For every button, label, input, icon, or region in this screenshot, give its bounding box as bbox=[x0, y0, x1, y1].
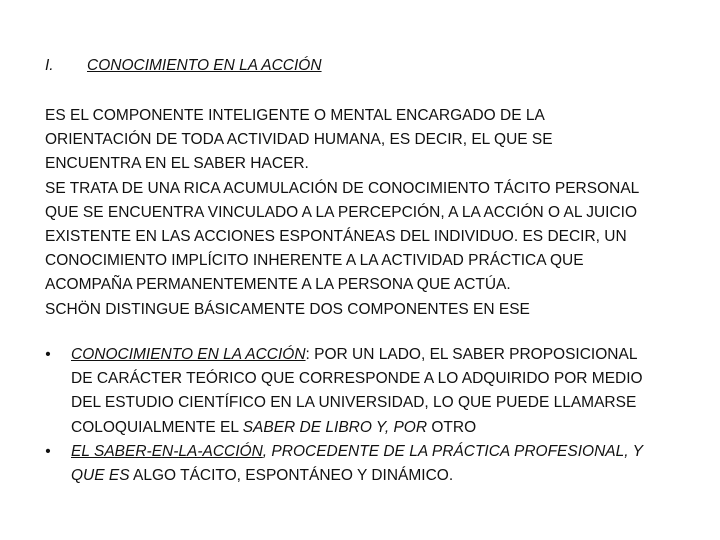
paragraph-line: SCHÖN DISTINGUE BÁSICAMENTE DOS COMPONENTES EN ESE bbox=[45, 300, 530, 318]
bullet-list bbox=[40, 343, 700, 488]
paragraph-line: CONOCIMIENTO IMPLÍCITO INHERENTE A LA ACTIVIDAD PRÁCTICA QUE bbox=[45, 252, 584, 270]
bullet-item bbox=[40, 440, 700, 488]
paragraph-line: SE TRATA DE UNA RICA ACUMULACIÓN DE CONOCIMIENTO TÁCITO PERSONAL bbox=[45, 179, 640, 197]
bullet-line bbox=[71, 343, 700, 367]
bullet-line: DE CARÁCTER TEÓRICO QUE CORRESPONDE A LO ADQUIRIDO POR MEDIO bbox=[71, 370, 643, 388]
bullet-line bbox=[71, 440, 700, 464]
bullet-line bbox=[71, 464, 700, 488]
bullet-text: : POR UN LADO, EL SABER PROPOSICIONAL bbox=[305, 346, 638, 363]
paragraph-line: QUE SE ENCUENTRA VINCULADO A LA PERCEPCIÓN, A LA ACCIÓN O AL JUICIO bbox=[45, 203, 638, 221]
paragraph-line: ENCUENTRA EN EL SABER HACER. bbox=[45, 155, 309, 173]
bullet-dot-icon: • bbox=[45, 442, 51, 460]
bullet-text: OTRO bbox=[427, 418, 477, 436]
bullet-text: COLOQUIALMENTE EL bbox=[71, 418, 243, 436]
bullet-italic-text: SABER DE LIBRO Y, POR bbox=[242, 418, 428, 436]
bullet-line: DEL ESTUDIO CIENTÍFICO EN LA UNIVERSIDAD, LO QUE PUEDE LLAMARSE bbox=[71, 394, 637, 412]
bullet-line bbox=[71, 416, 700, 440]
section-title: CONOCIMIENTO EN LA ACCIÓN bbox=[87, 57, 322, 74]
bullet-term: CONOCIMIENTO EN LA ACCIÓN bbox=[71, 346, 306, 363]
paragraph-line: ACOMPAÑA PERMANENTEMENTE A LA PERSONA QUE ACTÚA. bbox=[45, 276, 511, 294]
paragraph bbox=[45, 104, 705, 322]
paragraph-line: ES EL COMPONENTE INTELIGENTE O MENTAL ENCARGADO DE LA bbox=[45, 107, 545, 124]
bullet-dot-icon: • bbox=[45, 346, 51, 363]
paragraph-line: EXISTENTE EN LAS ACCIONES ESPONTÁNEAS DEL INDIVIDUO. ES DECIR, UN bbox=[45, 228, 627, 246]
section-heading bbox=[45, 56, 322, 76]
paragraph-line: ORIENTACIÓN DE TODA ACTIVIDAD HUMANA, ES DECIR, EL QUE SE bbox=[45, 131, 553, 149]
bullet-italic-text: QUE ES bbox=[71, 467, 130, 485]
bullet-text: ALGO TÁCITO, ESPONTÁNEO Y DINÁMICO. bbox=[129, 467, 454, 485]
bullet-term: EL SABER-EN-LA-ACCIÓN bbox=[71, 442, 263, 460]
bullet-item bbox=[40, 343, 700, 440]
section-number: I. bbox=[45, 57, 54, 74]
bullet-text: , PROCEDENTE DE LA PRÁCTICA PROFESIONAL, Y bbox=[262, 442, 643, 460]
